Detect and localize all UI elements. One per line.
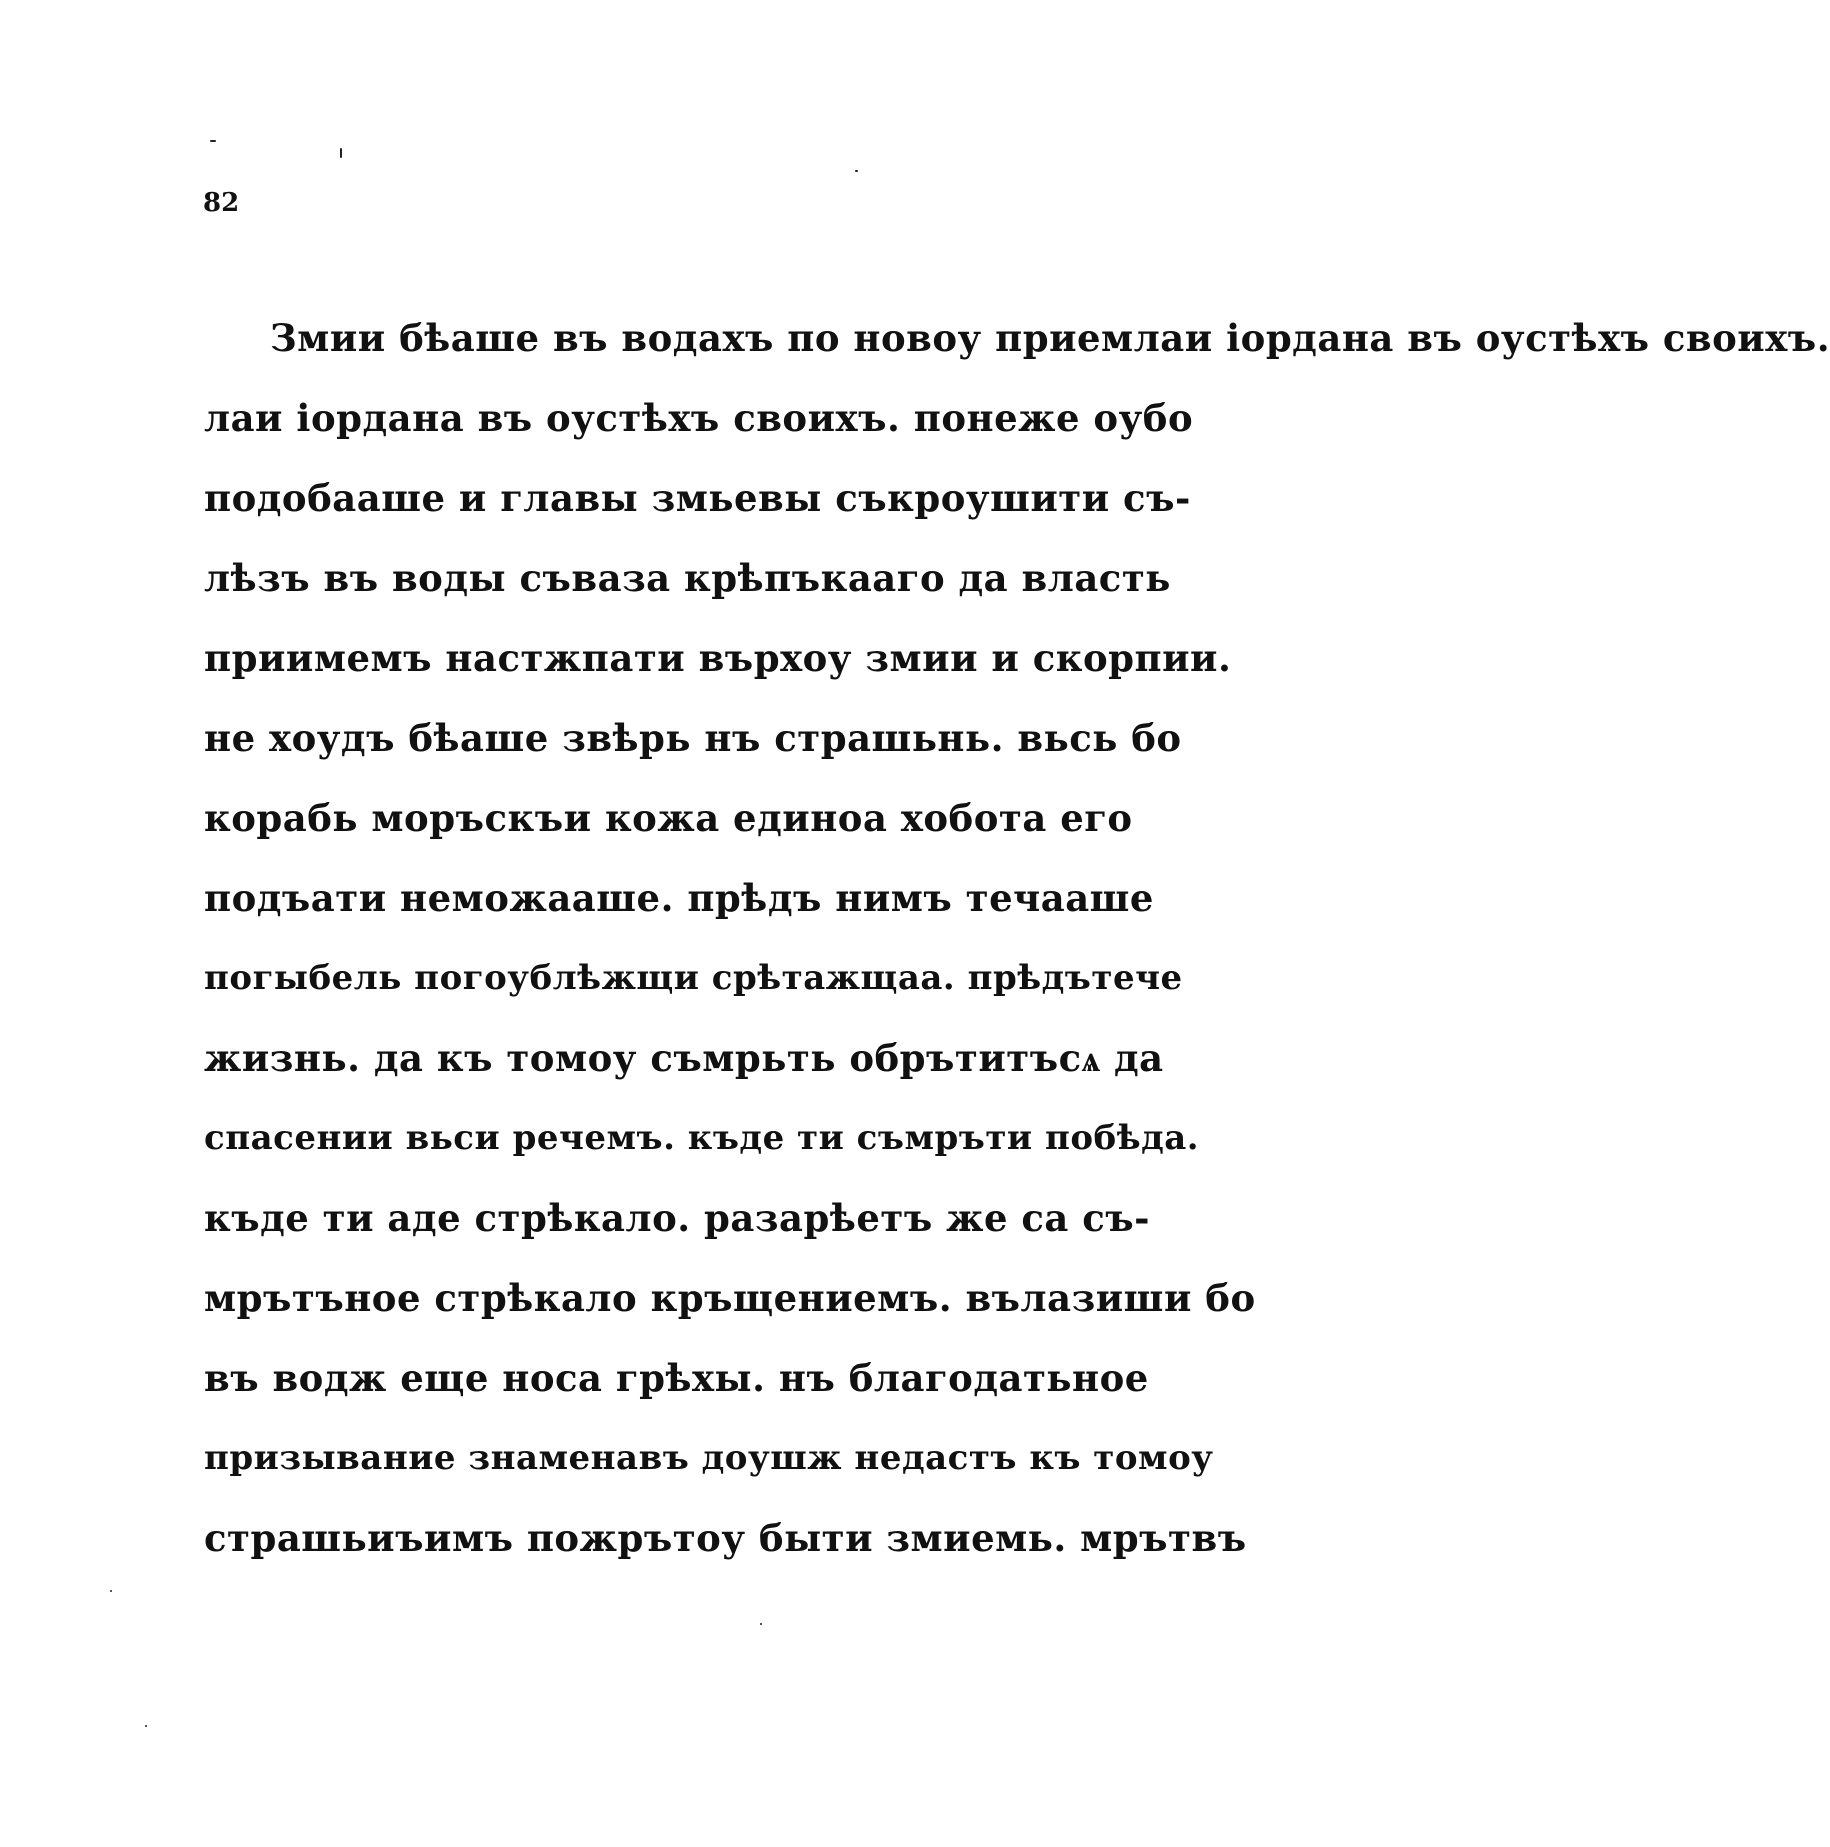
- scan-speck: [145, 1725, 147, 1727]
- body-text: [204, 298, 1830, 1578]
- text-line: подъати неможааше. прѣдъ нимъ течааше: [204, 876, 1154, 920]
- text-line: мрътъное стрѣкало кръщениемъ. вълазиши бо: [204, 1276, 1256, 1320]
- text-line: не хоудъ бѣаше звѣрь нъ страшьнь. вьсь бо: [204, 716, 1182, 760]
- text-line: спасении вьси речемъ. къде ти съмръти побѣда.: [204, 1118, 1200, 1158]
- text-line: жизнь. да къ томоу съмрьть обрътитъсѧ да: [204, 1036, 1164, 1080]
- text-line: приимемъ настжпати върхоу змии и скорпии.: [204, 636, 1232, 680]
- scan-speck: [210, 140, 216, 142]
- scan-speck: [855, 170, 858, 172]
- text-line: лѣзъ въ воды съваза крѣпъкааго да власть: [204, 556, 1171, 600]
- text-line: призывание знаменавъ доушж недастъ къ томоу: [204, 1438, 1214, 1478]
- text-line: къде ти аде стрѣкало. разарѣетъ же са съ-: [204, 1196, 1151, 1240]
- text-line: страшьиъимъ пожрътоу быти змиемь. мрътвъ: [204, 1516, 1247, 1560]
- scan-speck: [110, 1590, 112, 1592]
- text-line: Змии бѣаше въ водахъ по новоу приемлаи іордана въ оустѣхъ своихъ.: [270, 316, 1830, 360]
- text-line: въ водж еще носа грѣхы. нъ благодатьное: [204, 1356, 1149, 1400]
- scan-speck: [760, 1623, 762, 1625]
- text-line: погыбель погоублѣжщи срѣтажщаа. прѣдътече: [204, 958, 1183, 998]
- text-line: лаи іордана въ оустѣхъ своихъ. понеже оубо: [204, 396, 1194, 440]
- scan-speck: [340, 148, 342, 158]
- text-line: подобааше и главы змьевы съкроушити съ-: [204, 476, 1191, 520]
- text-line: корабь моръскъи кожа единоа хобота его: [204, 796, 1133, 840]
- page-number: 82: [203, 188, 240, 218]
